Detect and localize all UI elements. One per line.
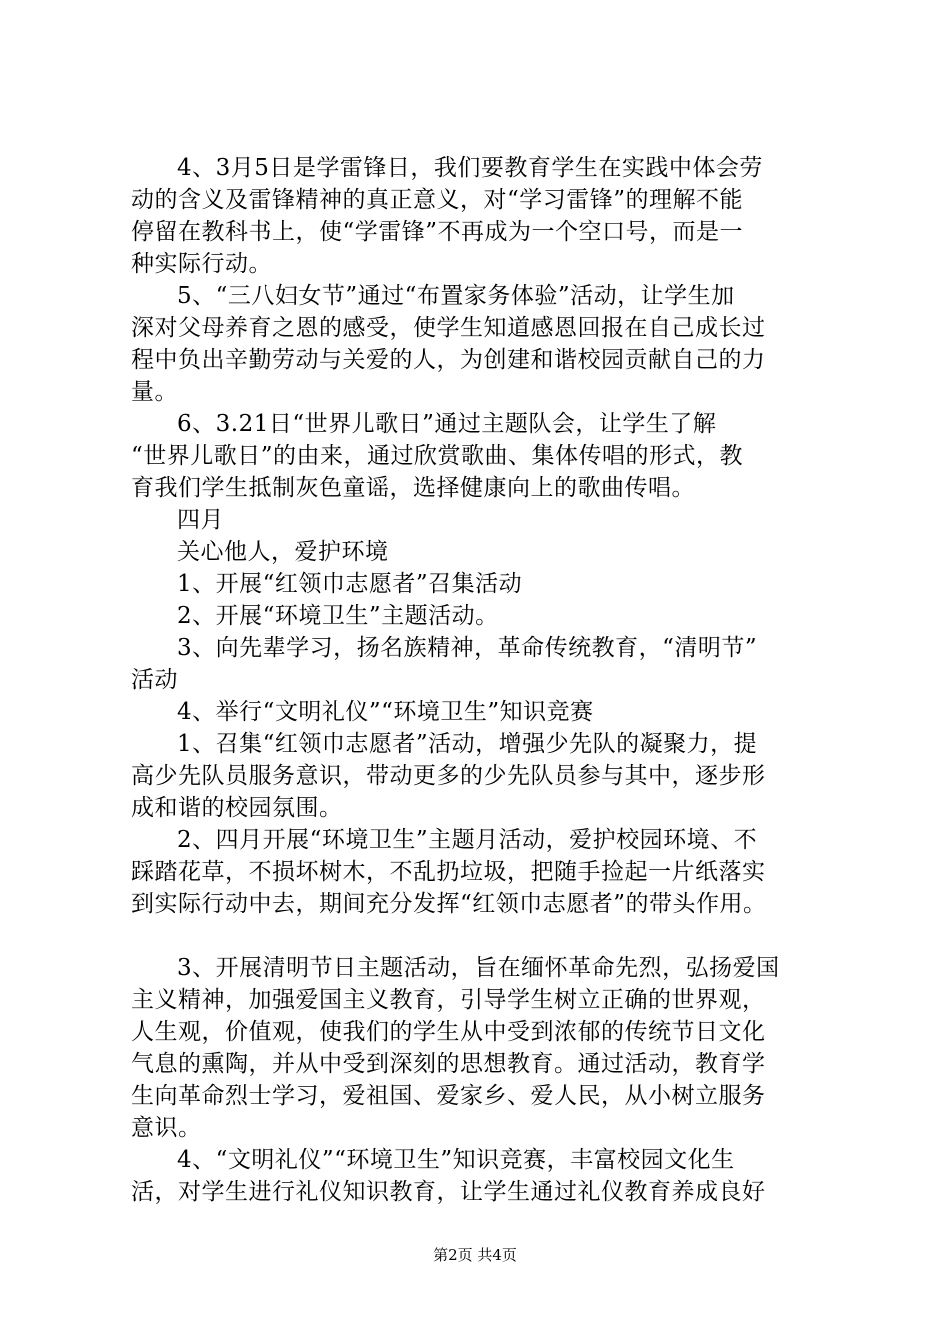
text-line: 4、3月5日是学雷锋日，我们要教育学生在实践中体会劳 <box>177 155 763 181</box>
list-item: 4、举行“文明礼仪”“环境卫生”知识竞赛 <box>177 699 594 725</box>
text-line: 5、“三八妇女节”通过“布置家务体验”活动，让学生加 <box>177 283 735 309</box>
text-line: 量。 <box>131 379 178 405</box>
list-item: 1、开展“红领巾志愿者”召集活动 <box>177 571 523 597</box>
text-line: 4、“文明礼仪”“环境卫生”知识竞赛，丰富校园文化生 <box>177 1147 735 1173</box>
paragraph-lei-feng-day <box>131 152 831 280</box>
paragraph-qingming <box>131 952 831 1144</box>
text-line: 育我们学生抵制灰色童谣，选择健康向上的歌曲传唱。 <box>131 475 695 501</box>
text-line: “世界儿歌日”的由来，通过欣赏歌曲、集体传唱的形式，教 <box>131 443 744 469</box>
text-line: 生向革命烈士学习，爱祖国、爱家乡、爱人民，从小树立服务 <box>131 1083 766 1109</box>
section-theme: 关心他人，爱护环境 <box>177 539 389 565</box>
text-line: 主义精神，加强爱国主义教育，引导学生树立正确的世界观， <box>131 987 766 1013</box>
text-line: 意识。 <box>131 1115 202 1141</box>
section-heading-april: 四月 <box>177 507 224 533</box>
text-line: 高少先队员服务意识，带动更多的少先队员参与其中，逐步形 <box>131 763 766 789</box>
text-line: 气息的熏陶，并从中受到深刻的思想教育。通过活动，教育学 <box>131 1051 766 1077</box>
paragraph-womens-day <box>131 280 831 408</box>
text-line: 6、3.21日“世界儿歌日”通过主题队会，让学生了解 <box>177 411 717 437</box>
text-line: 停留在教科书上，使“学雷锋”不再成为一个空口号，而是一 <box>131 219 744 245</box>
body-text <box>131 152 831 1208</box>
text-line: 活动 <box>131 667 178 693</box>
text-line: 人生观，价值观，使我们的学生从中受到浓郁的传统节日文化 <box>131 1019 766 1045</box>
text-line: 活，对学生进行礼仪知识教育，让学生通过礼仪教育养成良好 <box>131 1179 766 1205</box>
text-line: 成和谐的校园氛围。 <box>131 795 343 821</box>
text-line: 3、开展清明节日主题活动，旨在缅怀革命先烈，弘扬爱国 <box>177 955 780 981</box>
text-line: 深对父母养育之恩的感受，使学生知道感恩回报在自己成长过 <box>131 315 766 341</box>
paragraph-etiquette-contest <box>131 1144 831 1208</box>
paragraph-spacer <box>131 920 831 952</box>
text-line: 程中负出辛勤劳动与关爱的人，为创建和谐校园贡献自己的力 <box>131 347 766 373</box>
text-line: 踩踏花草，不损坏树木，不乱扔垃圾，把随手捡起一片纸落实 <box>131 859 766 885</box>
text-line: 1、召集“红领巾志愿者”活动，增强少先队的凝聚力，提 <box>177 731 758 757</box>
paragraph-environment <box>131 824 831 920</box>
text-line: 动的含义及雷锋精神的真正意义，对“学习雷锋”的理解不能 <box>131 187 744 213</box>
paragraph-volunteers <box>131 728 831 824</box>
page-number-footer: 第2页 共4页 <box>433 1246 517 1264</box>
list-item <box>131 632 831 696</box>
list-item: 2、开展“环境卫生”主题活动。 <box>177 603 499 629</box>
text-line: 到实际行动中去，期间充分发挥“红领巾志愿者”的带头作用。 <box>131 891 767 917</box>
text-line: 2、四月开展“环境卫生”主题月活动，爱护校园环境、不 <box>177 827 758 853</box>
text-line: 种实际行动。 <box>131 251 272 277</box>
text-line: 3、向先辈学习，扬名族精神，革命传统教育，“清明节” <box>177 635 758 661</box>
paragraph-childrens-song-day <box>131 408 831 504</box>
